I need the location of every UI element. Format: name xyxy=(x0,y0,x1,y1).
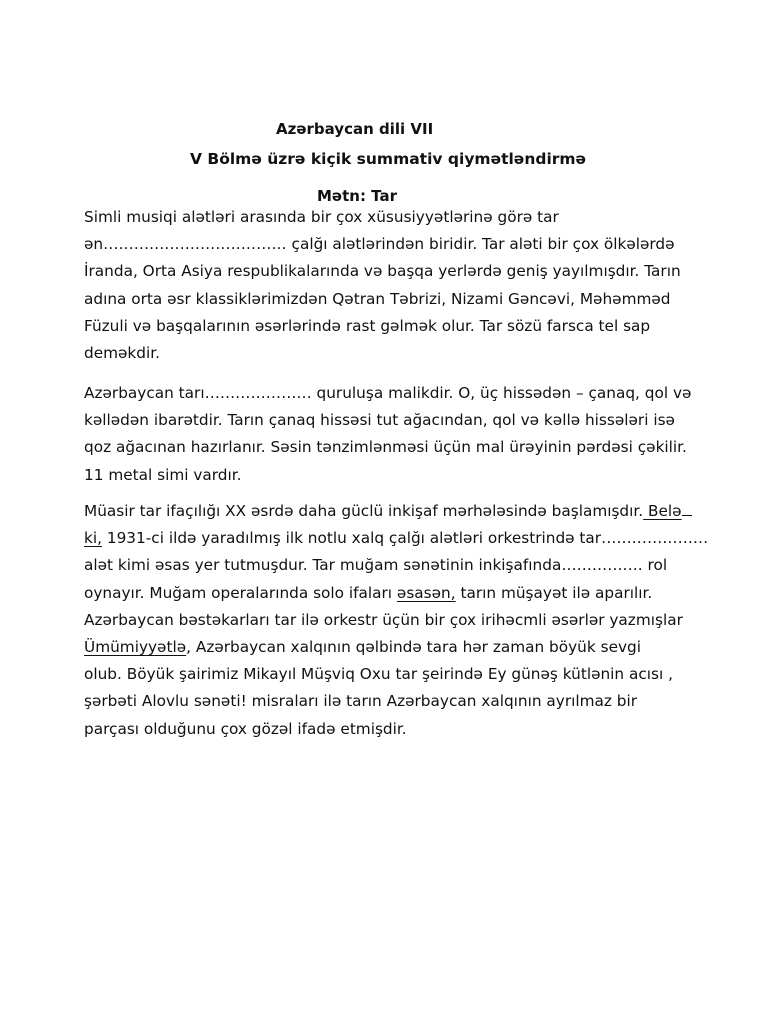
paragraph-line: alət kimi əsas yer tutmuşdur. Tar muğam sənətinin inkişafında……………. rol xyxy=(84,556,668,575)
paragraph-line xyxy=(84,525,744,552)
underlined-word: Belə xyxy=(643,502,682,520)
text-title: Mətn: Tar xyxy=(317,187,397,205)
underlined-word: əsasən, xyxy=(396,583,456,602)
paragraph-line: qoz ağacınan hazırlanır. Səsin tənzimlənməsi üçün mal ürəyinin pərdəsi çəkilir. xyxy=(84,438,687,457)
paragraph-line: Azərbaycan bəstəkarları tar ilə orkestr üçün bir çox irihəcmli əsərlər yazmışlar xyxy=(84,610,683,629)
underline-extension xyxy=(682,515,692,516)
paragraph-2 xyxy=(84,380,744,489)
paragraph-line: şərbəti Alovlu sənəti! misraları ilə tarın Azərbaycan xalqının ayrılmaz bir xyxy=(84,692,638,711)
assessment-title: V Bölmə üzrə kiçik summativ qiymətləndirmə xyxy=(190,150,587,168)
paragraph-line: parçası olduğunu çox gözəl ifadə etmişdir. xyxy=(84,719,407,738)
line-text: oynayır. Muğam operalarında solo ifaları xyxy=(84,583,397,602)
paragraph-line: olub. Böyük şairimiz Mikayıl Müşviq Oxu tar şeirində Ey günəş kütlənin acısı , xyxy=(84,665,673,684)
paragraph-line: kəllədən ibarətdir. Tarın çanaq hissəsi tut ağacından, qol və kəllə hissələri isə xyxy=(84,411,675,430)
paragraph-1 xyxy=(84,204,744,367)
paragraph-line: Füzuli və başqalarının əsərlərində rast gəlmək olur. Tar sözü farsca tel sap xyxy=(84,316,651,335)
line-text: Müasir tar ifaçılığı XX əsrdə daha güclü inkişaf mərhələsində başlamışdır. xyxy=(84,502,644,520)
paragraph-3 xyxy=(84,498,744,743)
line-text: 1931-ci ildə yaradılmış ilk notlu xalq çalğı alətləri orkestrində tar………………… xyxy=(101,529,709,548)
line-text: tarın müşayət ilə aparılır. xyxy=(455,583,653,602)
paragraph-line: 11 metal simi vardır. xyxy=(84,465,242,484)
paragraph-line: Simli musiqi alətləri arasında bir çox xüsusiyyətlərinə görə tar xyxy=(84,208,559,226)
paragraph-line xyxy=(84,498,744,525)
paragraph-line xyxy=(84,634,744,661)
paragraph-line: ən……………………………… çalğı alətlərindən biridir. Tar aləti bir çox ölkələrdə xyxy=(84,235,675,254)
line-text: , Azərbaycan xalqının qəlbində tara hər zaman böyük sevgi xyxy=(186,638,641,657)
underlined-word: ki, xyxy=(84,529,102,548)
subject-title: Azərbaycan dili VII xyxy=(276,120,434,138)
paragraph-line xyxy=(84,580,744,607)
underlined-word: Ümümiyyətlə xyxy=(84,638,187,657)
paragraph-line: adına orta əsr klassiklərimizdən Qətran Təbrizi, Nizami Gəncəvi, Məhəmməd xyxy=(84,289,671,308)
paragraph-line: Azərbaycan tarı………………… quruluşa malikdir. O, üç hissədən – çanaq, qol və xyxy=(84,384,692,402)
paragraph-line: İranda, Orta Asiya respublikalarında və başqa yerlərdə geniş yayılmışdır. Tarın xyxy=(84,262,681,281)
paragraph-line: deməkdir. xyxy=(84,344,160,363)
